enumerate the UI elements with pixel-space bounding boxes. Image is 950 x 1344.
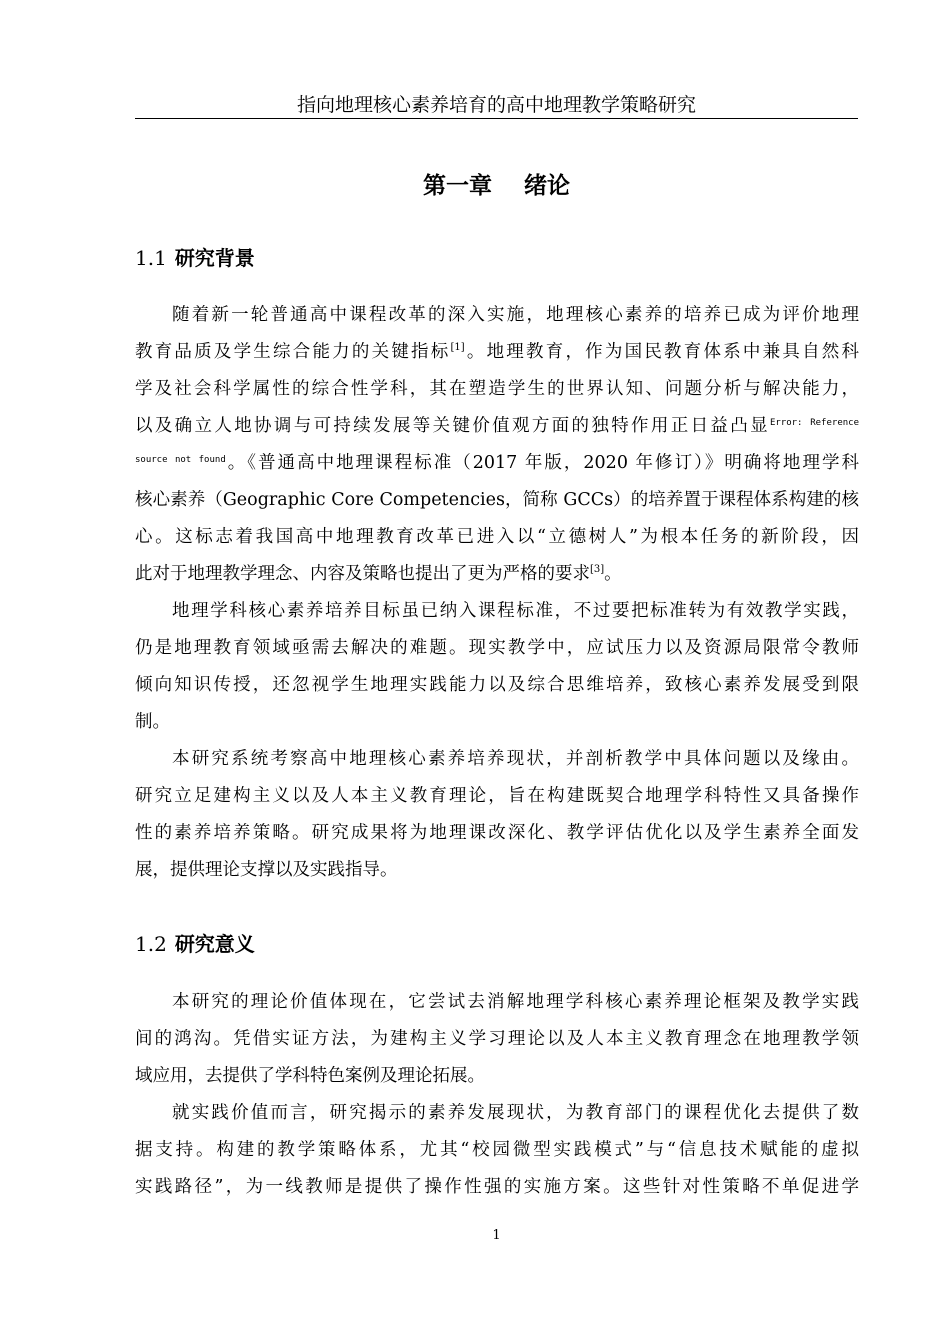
paragraph-line: 研究立足建构主义以及人本主义教育理论，旨在构建既契合地理学科特性又具备操作 bbox=[135, 786, 859, 806]
citation-marker: [3] bbox=[590, 564, 605, 575]
paragraph-line bbox=[135, 556, 859, 593]
paragraph-line: 学及社会科学属性的综合性学科，其在塑造学生的世界认知、问题分析与解决能力， bbox=[135, 379, 859, 399]
section-number: 1.1 bbox=[135, 246, 167, 270]
paragraph-line: 间的鸿沟。凭借实证方法，为建构主义学习理论以及人本主义教育理念在地理教学领 bbox=[135, 1029, 859, 1049]
paragraph-line: 本研究的理论价值体现在，它尝试去消解地理学科核心素养理论框架及教学实践 bbox=[172, 992, 859, 1012]
section-heading-1-2 bbox=[135, 929, 255, 959]
error-reference: source not found bbox=[135, 455, 226, 465]
paragraph-line: 倾向知识传授，还忽视学生地理实践能力以及综合思维培养，致核心素养发展受到限 bbox=[135, 675, 859, 695]
line-text: 。 bbox=[604, 564, 622, 584]
paragraph-line bbox=[135, 408, 859, 445]
paragraph-line: 据支持。构建的教学策略体系，尤其“校园微型实践模式”与“信息技术赋能的虚拟 bbox=[135, 1140, 859, 1160]
section-heading-1-1 bbox=[135, 243, 255, 273]
running-header: 指向地理核心素养培育的高中地理教学策略研究 bbox=[135, 92, 858, 119]
paragraph-line bbox=[135, 445, 859, 482]
paragraph-line: 仍是地理教育领域亟需去解决的难题。现实教学中，应试压力以及资源局限常令教师 bbox=[135, 638, 859, 658]
paragraph-line: 心。这标志着我国高中地理教育改革已进入以“立德树人”为根本任务的新阶段，因 bbox=[135, 527, 859, 547]
paragraph-line: 展，提供理论支撑以及实践指导。 bbox=[135, 860, 398, 880]
section-title: 研究背景 bbox=[174, 246, 255, 270]
section-title: 研究意义 bbox=[174, 932, 255, 956]
paragraph-line: 实践路径”，为一线教师是提供了操作性强的实施方案。这些针对性策略不单促进学 bbox=[135, 1177, 859, 1197]
section-number: 1.2 bbox=[135, 932, 167, 956]
line-text: 。《普通高中地理课程标准（2017 年版，2020 年修订）》明确将地理学科 bbox=[225, 453, 859, 473]
line-text: 教育品质及学生综合能力的关键指标 bbox=[135, 342, 451, 362]
paragraph-line: 随着新一轮普通高中课程改革的深入实施，地理核心素养的培养已成为评价地理 bbox=[172, 305, 859, 325]
paragraph-line: 制。 bbox=[135, 712, 170, 732]
paragraph-line: 本研究系统考察高中地理核心素养培养现状，并剖析教学中具体问题以及缘由。 bbox=[172, 749, 859, 769]
line-text: 此对于地理教学理念、内容及策略也提出了更为严格的要求 bbox=[135, 564, 590, 584]
paragraph-line: 域应用，去提供了学科特色案例及理论拓展。 bbox=[135, 1066, 485, 1086]
line-text: 。地理教育，作为国民教育体系中兼具自然科 bbox=[464, 342, 860, 362]
line-text: 以及确立人地协调与可持续发展等关键价值观方面的独特作用正日益凸显 bbox=[135, 416, 770, 436]
paragraph-line: 核心素养（Geographic Core Competencies，简称 GCCs）的培养置于课程体系构建的核 bbox=[135, 490, 859, 510]
paragraph-line: 地理学科核心素养培养目标虽已纳入课程标准，不过要把标准转为有效教学实践， bbox=[172, 601, 859, 621]
page-number: 1 bbox=[492, 1228, 501, 1243]
chapter-title: 第一章 绪论 bbox=[422, 173, 571, 199]
paragraph-line: 就实践价值而言，研究揭示的素养发展现状，为教育部门的课程优化去提供了数 bbox=[172, 1103, 859, 1123]
paragraph-line: 性的素养培养策略。研究成果将为地理课改深化、教学评估优化以及学生素养全面发 bbox=[135, 823, 859, 843]
citation-marker: [1] bbox=[450, 342, 465, 353]
paragraph-line bbox=[135, 334, 859, 371]
error-reference: Error: Reference bbox=[769, 418, 859, 428]
